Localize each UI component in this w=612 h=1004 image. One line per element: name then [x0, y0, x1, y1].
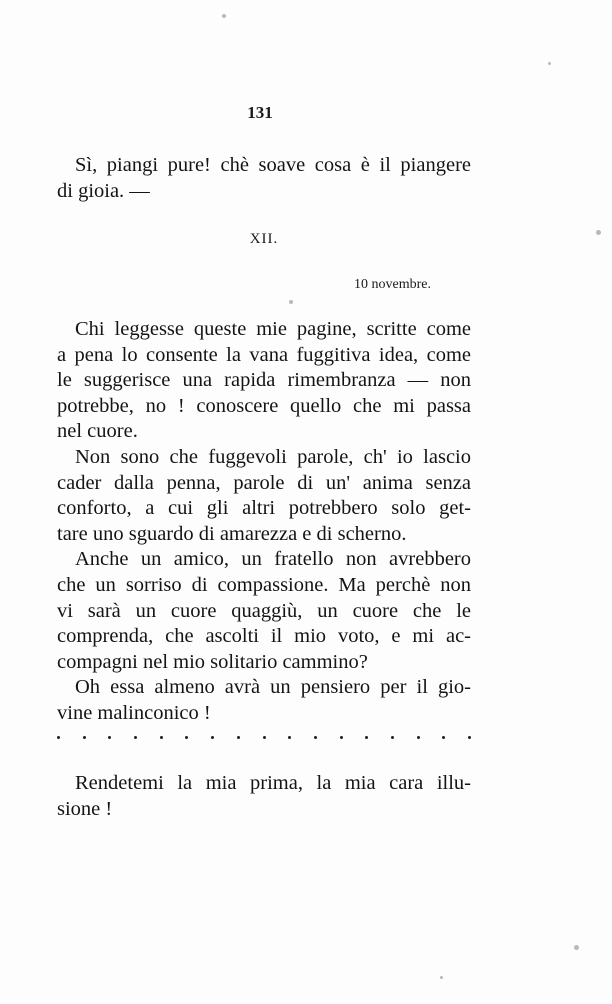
body-text	[57, 317, 471, 727]
separator-dot	[263, 736, 266, 739]
text-line: sione !	[57, 797, 113, 820]
text-line: nel cuore.	[57, 420, 138, 443]
text-line: Oh essa almeno avrà un pensiero per il gio-	[75, 676, 471, 699]
separator-dot	[108, 736, 111, 739]
paragraph	[57, 675, 471, 726]
separator-dot	[365, 736, 368, 739]
ellipsis-separator	[57, 736, 471, 739]
page-number: 131	[247, 103, 273, 122]
text-line: vi sarà un cuore quaggiù, un cuore che le	[57, 599, 471, 622]
intro-text	[57, 153, 471, 204]
separator-dot	[314, 736, 317, 739]
text-line: potrebbe, no ! conoscere quello che mi passa	[57, 394, 471, 417]
text-line: Chi leggesse queste mie pagine, scritte come	[75, 318, 471, 340]
text-line: conforto, a cui gli altri potrebbero solo get-	[57, 497, 471, 520]
paragraph	[57, 445, 471, 547]
paragraph	[57, 317, 471, 445]
scan-speck	[289, 300, 293, 304]
scan-speck	[596, 230, 601, 235]
separator-dot	[237, 736, 240, 739]
scan-speck	[574, 945, 579, 950]
text-line: a pena lo consente la vana fuggitiva idea, come	[57, 343, 471, 366]
separator-dot	[211, 736, 214, 739]
text-line: comprenda, che ascolti il mio voto, e mi ac-	[57, 625, 471, 648]
scan-speck	[440, 976, 443, 979]
separator-dot	[288, 736, 291, 739]
text-line: vine malinconico !	[57, 701, 211, 724]
text-line: Non sono che fuggevoli parole, ch' io lascio	[75, 445, 471, 468]
text-line: Sì, piangi pure! chè soave cosa è il piangere	[75, 154, 471, 176]
text-line: di gioia. —	[57, 179, 150, 202]
separator-dot	[468, 736, 471, 739]
separator-dot	[340, 736, 343, 739]
paragraph	[57, 547, 471, 675]
text-line: le suggerisce una rapida rimembranza — non	[57, 369, 471, 392]
scan-speck	[222, 14, 226, 18]
text-line: che un sorriso di compassione. Ma perchè non	[57, 573, 471, 596]
section-heading: XII.	[249, 231, 279, 247]
closing-text	[57, 771, 471, 822]
separator-dot	[134, 736, 137, 739]
text-line: Anche un amico, un fratello non avrebbero	[75, 548, 471, 571]
separator-dot	[417, 736, 420, 739]
separator-dot	[160, 736, 163, 739]
separator-dot	[185, 736, 188, 739]
text-line: compagni nel mio solitario cammino?	[57, 650, 368, 673]
separator-dot	[57, 736, 60, 739]
text-line: Rendetemi la mia prima, la mia cara illu-	[75, 772, 471, 794]
separator-dot	[442, 736, 445, 739]
separator-dot	[83, 736, 86, 739]
text-line: cader dalla penna, parole di un' anima senza	[57, 471, 471, 494]
letter-date: 10 novembre.	[354, 277, 431, 292]
separator-dot	[391, 736, 394, 739]
text-line: tare uno sguardo di amarezza e di scherno.	[57, 522, 407, 545]
scan-speck	[548, 62, 551, 65]
